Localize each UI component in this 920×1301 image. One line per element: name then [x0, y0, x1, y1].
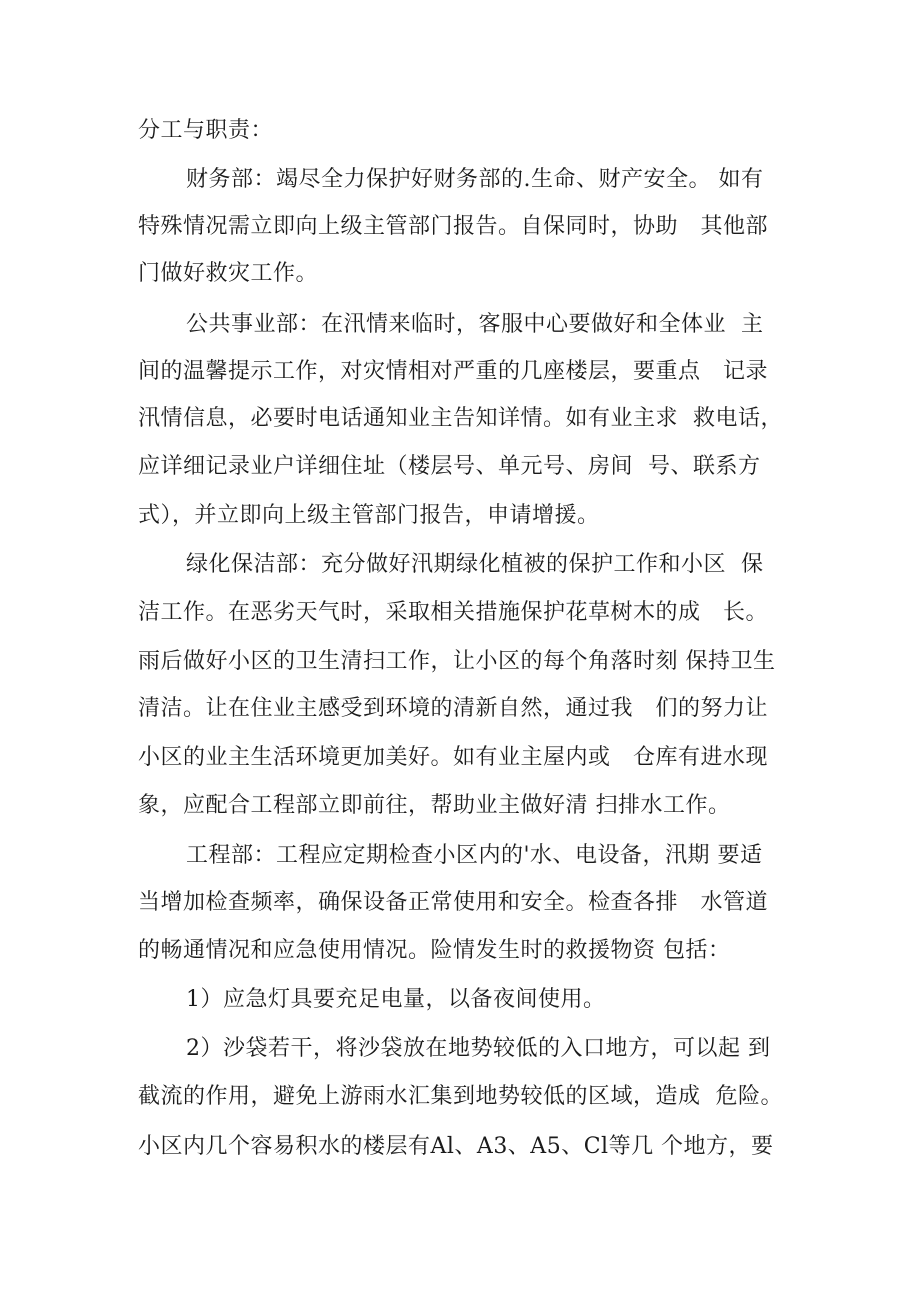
paragraph-line: 清洁。让在住业主感受到环境的清新自然，通过我 们的努力让 [138, 696, 768, 721]
list-item: 1）应急灯具要充足电量，以备夜间使用。 [186, 987, 606, 1012]
paragraph-line: 的畅通情况和应急使用情况。险情发生时的救援物资 包括： [138, 938, 731, 963]
paragraph-line: 当增加检查频率，确保设备正常使用和安全。检查各排 水管道 [138, 890, 768, 915]
paragraph-line: 应详细记录业户详细住址（楼层号、单元号、房间 号、联系方 [138, 454, 761, 479]
section-heading: 分工与职责： [138, 118, 274, 143]
list-item: 2）沙袋若干，将沙袋放在地势较低的入口地方，可以起 到 [186, 1036, 771, 1061]
paragraph-line: 间的温馨提示工作，对灾情相对严重的几座楼层，要重点 记录 [138, 359, 768, 384]
paragraph-line: 公共事业部：在汛情来临时，客服中心要做好和全体业 主 [186, 312, 764, 337]
paragraph-line: 门做好救灾工作。 [138, 261, 319, 286]
paragraph-line: 特殊情况需立即向上级主管部门报告。自保同时，协助 其他部 [138, 214, 768, 239]
paragraph-line: 工程部：工程应定期检查小区内的'水、电设备，汛期 要适 [186, 843, 763, 868]
paragraph-line: 洁工作。在恶劣天气时，采取相关措施保护花草树木的成 长。 [138, 600, 768, 625]
paragraph-line: 财务部：竭尽全力保护好财务部的.生命、财产安全。 如有 [186, 167, 764, 192]
paragraph-line: 象，应配合工程部立即前往，帮助业主做好清 扫排水工作。 [138, 793, 731, 818]
paragraph-line: 小区内几个容易积水的楼层有Al、A3、A5、Cl等几 个地方，要 [138, 1134, 774, 1159]
paragraph-line: 小区的业主生活环境更加美好。如有业主屋内或 仓库有进水现 [138, 745, 768, 770]
paragraph-line: 雨后做好小区的卫生清扫工作，让小区的每个角落时刻 保持卫生 [138, 649, 776, 674]
paragraph-line: 截流的作用，避免上游雨水汇集到地势较低的区域，造成 危险。 [138, 1084, 783, 1109]
paragraph-line: 汛情信息，必要时电话通知业主告知详情。如有业主求 救电话， [138, 406, 783, 431]
paragraph-line: 式），并立即向上级主管部门报告，申请增援。 [138, 503, 600, 528]
paragraph-line: 绿化保洁部：充分做好汛期绿化植被的保护工作和小区 保 [186, 552, 764, 577]
